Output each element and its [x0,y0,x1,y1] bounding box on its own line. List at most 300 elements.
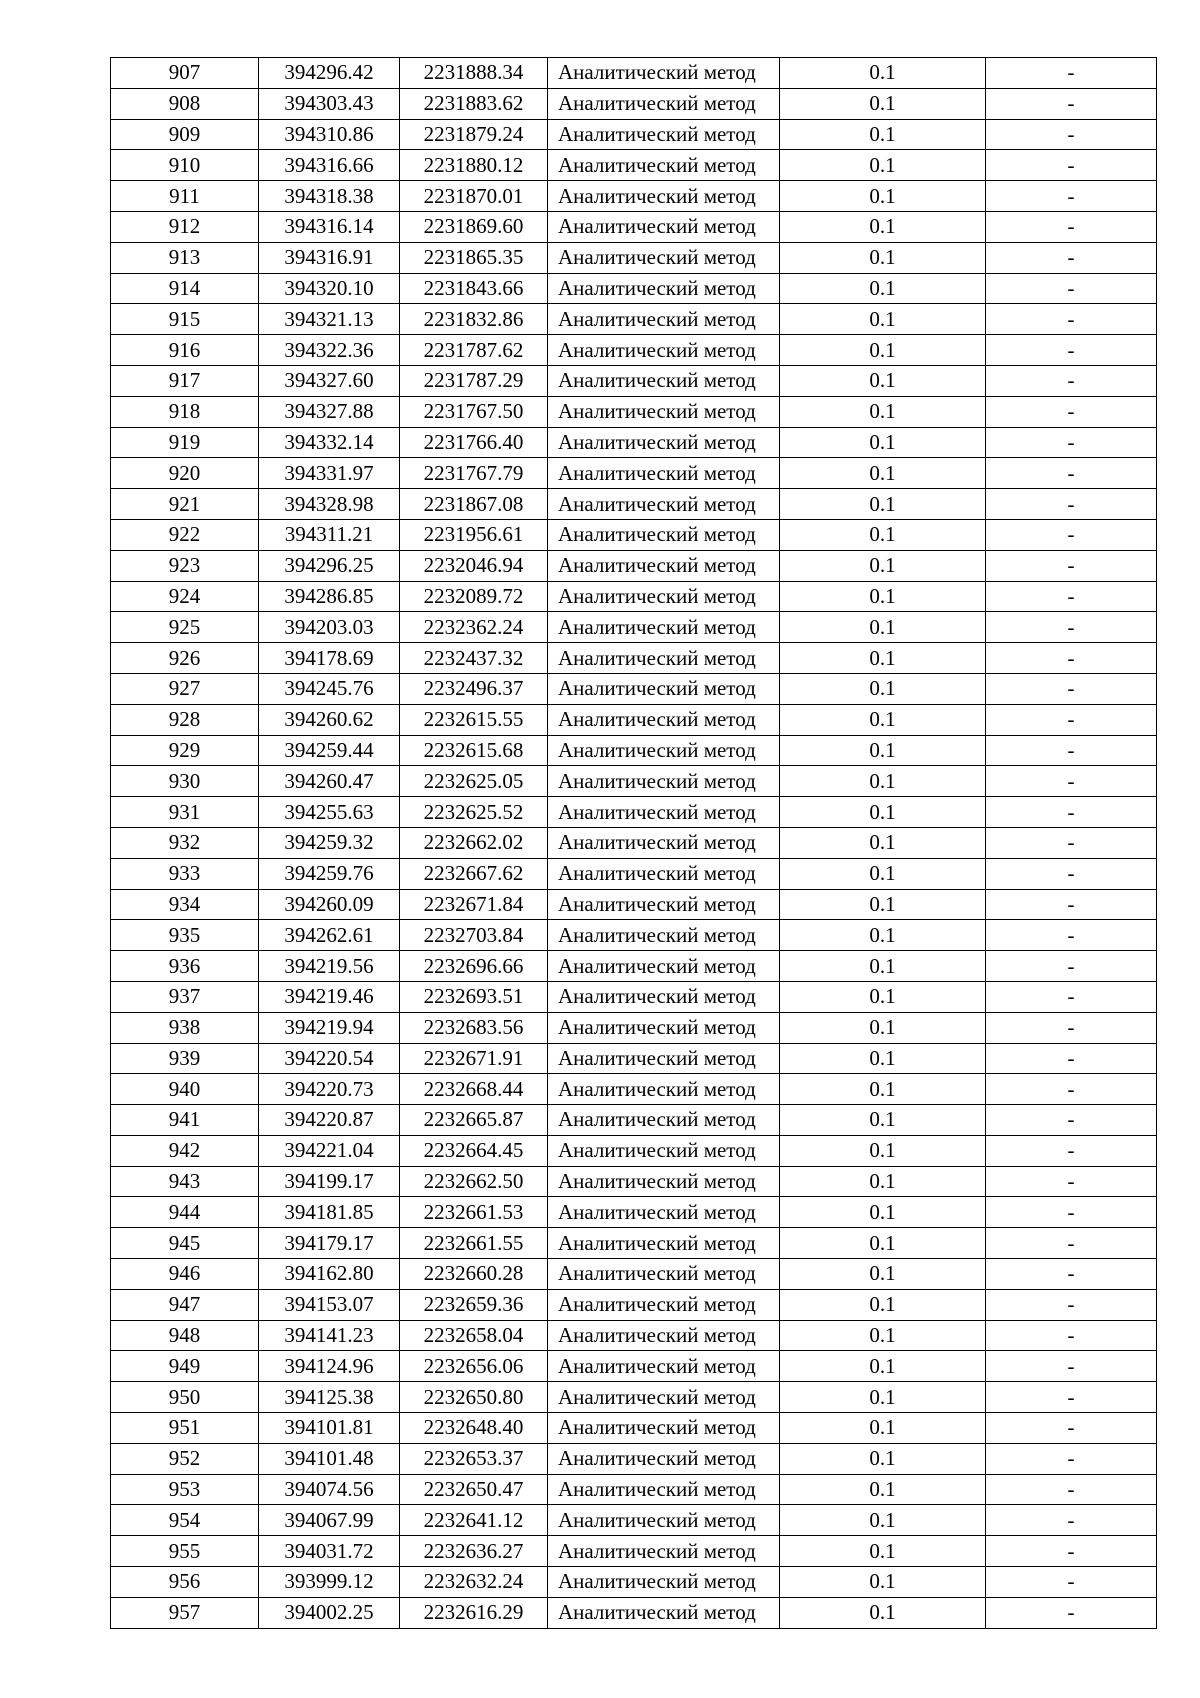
accuracy-cell: 0.1 [780,1474,986,1505]
x-coordinate-cell: 394153.07 [259,1289,400,1320]
method-cell: Аналитический метод [548,1505,780,1536]
method-cell: Аналитический метод [548,458,780,489]
y-coordinate-cell: 2232650.80 [400,1382,548,1413]
y-coordinate-cell: 2232625.05 [400,766,548,797]
y-coordinate-cell: 2231767.50 [400,396,548,427]
accuracy-cell: 0.1 [780,365,986,396]
point-number-cell: 948 [111,1320,259,1351]
x-coordinate-cell: 394259.44 [259,735,400,766]
x-coordinate-cell: 394327.60 [259,365,400,396]
table-row [111,1074,1157,1105]
method-cell: Аналитический метод [548,1443,780,1474]
y-coordinate-cell: 2232659.36 [400,1289,548,1320]
x-coordinate-cell: 394262.61 [259,920,400,951]
accuracy-cell: 0.1 [780,211,986,242]
note-cell: - [986,797,1157,828]
note-cell: - [986,119,1157,150]
x-coordinate-cell: 394259.32 [259,827,400,858]
table-row [111,211,1157,242]
method-cell: Аналитический метод [548,704,780,735]
point-number-cell: 923 [111,550,259,581]
note-cell: - [986,858,1157,889]
note-cell: - [986,1289,1157,1320]
table-row [111,1351,1157,1382]
y-coordinate-cell: 2232616.29 [400,1597,548,1628]
x-coordinate-cell: 394074.56 [259,1474,400,1505]
accuracy-cell: 0.1 [780,1289,986,1320]
table-row [111,1536,1157,1567]
method-cell: Аналитический метод [548,1567,780,1598]
table-row [111,1043,1157,1074]
table-row [111,1197,1157,1228]
y-coordinate-cell: 2232665.87 [400,1105,548,1136]
y-coordinate-cell: 2232703.84 [400,920,548,951]
x-coordinate-cell: 394101.48 [259,1443,400,1474]
accuracy-cell: 0.1 [780,181,986,212]
table-row [111,335,1157,366]
method-cell: Аналитический метод [548,951,780,982]
table-row [111,242,1157,273]
accuracy-cell: 0.1 [780,1012,986,1043]
accuracy-cell: 0.1 [780,58,986,89]
method-cell: Аналитический метод [548,550,780,581]
y-coordinate-cell: 2232625.52 [400,797,548,828]
x-coordinate-cell: 394219.94 [259,1012,400,1043]
note-cell: - [986,181,1157,212]
accuracy-cell: 0.1 [780,396,986,427]
note-cell: - [986,704,1157,735]
point-number-cell: 925 [111,612,259,643]
method-cell: Аналитический метод [548,396,780,427]
note-cell: - [986,335,1157,366]
y-coordinate-cell: 2232662.50 [400,1166,548,1197]
note-cell: - [986,1536,1157,1567]
point-number-cell: 940 [111,1074,259,1105]
note-cell: - [986,427,1157,458]
point-number-cell: 955 [111,1536,259,1567]
note-cell: - [986,1228,1157,1259]
y-coordinate-cell: 2231787.62 [400,335,548,366]
table-row [111,1505,1157,1536]
point-number-cell: 916 [111,335,259,366]
table-row [111,1289,1157,1320]
y-coordinate-cell: 2232664.45 [400,1135,548,1166]
x-coordinate-cell: 394286.85 [259,581,400,612]
accuracy-cell: 0.1 [780,1197,986,1228]
note-cell: - [986,1597,1157,1628]
table-row [111,704,1157,735]
y-coordinate-cell: 2232496.37 [400,673,548,704]
point-number-cell: 957 [111,1597,259,1628]
note-cell: - [986,1474,1157,1505]
method-cell: Аналитический метод [548,827,780,858]
y-coordinate-cell: 2232615.68 [400,735,548,766]
x-coordinate-cell: 394331.97 [259,458,400,489]
method-cell: Аналитический метод [548,1105,780,1136]
note-cell: - [986,1567,1157,1598]
method-cell: Аналитический метод [548,150,780,181]
note-cell: - [986,673,1157,704]
x-coordinate-cell: 394141.23 [259,1320,400,1351]
x-coordinate-cell: 394303.43 [259,88,400,119]
x-coordinate-cell: 394199.17 [259,1166,400,1197]
table-row [111,550,1157,581]
table-row [111,1320,1157,1351]
x-coordinate-cell: 394220.54 [259,1043,400,1074]
x-coordinate-cell: 394327.88 [259,396,400,427]
y-coordinate-cell: 2232662.02 [400,827,548,858]
point-number-cell: 932 [111,827,259,858]
accuracy-cell: 0.1 [780,458,986,489]
table-row [111,396,1157,427]
note-cell: - [986,827,1157,858]
y-coordinate-cell: 2232683.56 [400,1012,548,1043]
point-number-cell: 919 [111,427,259,458]
point-number-cell: 911 [111,181,259,212]
note-cell: - [986,1166,1157,1197]
table-row [111,1135,1157,1166]
accuracy-cell: 0.1 [780,1135,986,1166]
note-cell: - [986,1043,1157,1074]
method-cell: Аналитический метод [548,797,780,828]
accuracy-cell: 0.1 [780,581,986,612]
point-number-cell: 949 [111,1351,259,1382]
table-row [111,458,1157,489]
y-coordinate-cell: 2231867.08 [400,489,548,520]
x-coordinate-cell: 394220.87 [259,1105,400,1136]
x-coordinate-cell: 394162.80 [259,1259,400,1290]
point-number-cell: 927 [111,673,259,704]
note-cell: - [986,1382,1157,1413]
table-row [111,981,1157,1012]
table-row [111,766,1157,797]
table-row [111,1382,1157,1413]
table-row [111,150,1157,181]
note-cell: - [986,735,1157,766]
method-cell: Аналитический метод [548,1043,780,1074]
method-cell: Аналитический метод [548,1197,780,1228]
y-coordinate-cell: 2232671.91 [400,1043,548,1074]
table-row [111,735,1157,766]
x-coordinate-cell: 394031.72 [259,1536,400,1567]
method-cell: Аналитический метод [548,1536,780,1567]
method-cell: Аналитический метод [548,581,780,612]
note-cell: - [986,1135,1157,1166]
note-cell: - [986,1012,1157,1043]
table-row [111,489,1157,520]
method-cell: Аналитический метод [548,1012,780,1043]
accuracy-cell: 0.1 [780,1043,986,1074]
point-number-cell: 939 [111,1043,259,1074]
table-row [111,1228,1157,1259]
accuracy-cell: 0.1 [780,797,986,828]
y-coordinate-cell: 2232615.55 [400,704,548,735]
note-cell: - [986,365,1157,396]
x-coordinate-cell: 394221.04 [259,1135,400,1166]
table-row [111,304,1157,335]
note-cell: - [986,951,1157,982]
note-cell: - [986,1105,1157,1136]
method-cell: Аналитический метод [548,1320,780,1351]
accuracy-cell: 0.1 [780,242,986,273]
table-row [111,181,1157,212]
point-number-cell: 909 [111,119,259,150]
point-number-cell: 908 [111,88,259,119]
x-coordinate-cell: 394310.86 [259,119,400,150]
y-coordinate-cell: 2232089.72 [400,581,548,612]
method-cell: Аналитический метод [548,489,780,520]
accuracy-cell: 0.1 [780,920,986,951]
method-cell: Аналитический метод [548,119,780,150]
x-coordinate-cell: 394260.47 [259,766,400,797]
method-cell: Аналитический метод [548,88,780,119]
accuracy-cell: 0.1 [780,1105,986,1136]
method-cell: Аналитический метод [548,365,780,396]
x-coordinate-cell: 394178.69 [259,643,400,674]
method-cell: Аналитический метод [548,735,780,766]
method-cell: Аналитический метод [548,1228,780,1259]
table-row [111,88,1157,119]
table-row [111,1413,1157,1444]
note-cell: - [986,1197,1157,1228]
x-coordinate-cell: 394002.25 [259,1597,400,1628]
x-coordinate-cell: 394255.63 [259,797,400,828]
point-number-cell: 953 [111,1474,259,1505]
note-cell: - [986,1074,1157,1105]
table-row [111,1443,1157,1474]
note-cell: - [986,458,1157,489]
method-cell: Аналитический метод [548,1351,780,1382]
y-coordinate-cell: 2231870.01 [400,181,548,212]
accuracy-cell: 0.1 [780,1259,986,1290]
point-number-cell: 943 [111,1166,259,1197]
y-coordinate-cell: 2231888.34 [400,58,548,89]
accuracy-cell: 0.1 [780,673,986,704]
note-cell: - [986,550,1157,581]
accuracy-cell: 0.1 [780,427,986,458]
note-cell: - [986,612,1157,643]
x-coordinate-cell: 394311.21 [259,519,400,550]
x-coordinate-cell: 394219.46 [259,981,400,1012]
accuracy-cell: 0.1 [780,766,986,797]
note-cell: - [986,242,1157,273]
point-number-cell: 950 [111,1382,259,1413]
method-cell: Аналитический метод [548,643,780,674]
accuracy-cell: 0.1 [780,150,986,181]
x-coordinate-cell: 394316.91 [259,242,400,273]
x-coordinate-cell: 394101.81 [259,1413,400,1444]
x-coordinate-cell: 394179.17 [259,1228,400,1259]
table-row [111,581,1157,612]
table-row [111,519,1157,550]
table-row [111,365,1157,396]
point-number-cell: 917 [111,365,259,396]
y-coordinate-cell: 2232636.27 [400,1536,548,1567]
table-row [111,1105,1157,1136]
accuracy-cell: 0.1 [780,951,986,982]
y-coordinate-cell: 2232656.06 [400,1351,548,1382]
accuracy-cell: 0.1 [780,88,986,119]
x-coordinate-cell: 394328.98 [259,489,400,520]
point-number-cell: 928 [111,704,259,735]
note-cell: - [986,643,1157,674]
table-row [111,273,1157,304]
note-cell: - [986,58,1157,89]
y-coordinate-cell: 2232661.53 [400,1197,548,1228]
accuracy-cell: 0.1 [780,1166,986,1197]
y-coordinate-cell: 2231865.35 [400,242,548,273]
point-number-cell: 952 [111,1443,259,1474]
method-cell: Аналитический метод [548,1135,780,1166]
method-cell: Аналитический метод [548,242,780,273]
point-number-cell: 913 [111,242,259,273]
note-cell: - [986,581,1157,612]
x-coordinate-cell: 394296.25 [259,550,400,581]
y-coordinate-cell: 2231767.79 [400,458,548,489]
x-coordinate-cell: 394219.56 [259,951,400,982]
table-row [111,1166,1157,1197]
x-coordinate-cell: 394124.96 [259,1351,400,1382]
table-row [111,673,1157,704]
method-cell: Аналитический метод [548,1413,780,1444]
y-coordinate-cell: 2232658.04 [400,1320,548,1351]
y-coordinate-cell: 2232661.55 [400,1228,548,1259]
note-cell: - [986,766,1157,797]
point-number-cell: 954 [111,1505,259,1536]
y-coordinate-cell: 2232362.24 [400,612,548,643]
accuracy-cell: 0.1 [780,643,986,674]
y-coordinate-cell: 2231766.40 [400,427,548,458]
point-number-cell: 907 [111,58,259,89]
point-number-cell: 926 [111,643,259,674]
point-number-cell: 912 [111,211,259,242]
x-coordinate-cell: 394220.73 [259,1074,400,1105]
point-number-cell: 951 [111,1413,259,1444]
accuracy-cell: 0.1 [780,1443,986,1474]
method-cell: Аналитический метод [548,1382,780,1413]
point-number-cell: 933 [111,858,259,889]
note-cell: - [986,920,1157,951]
accuracy-cell: 0.1 [780,612,986,643]
x-coordinate-cell: 394316.66 [259,150,400,181]
accuracy-cell: 0.1 [780,1351,986,1382]
method-cell: Аналитический метод [548,211,780,242]
point-number-cell: 937 [111,981,259,1012]
accuracy-cell: 0.1 [780,1382,986,1413]
note-cell: - [986,1505,1157,1536]
method-cell: Аналитический метод [548,612,780,643]
accuracy-cell: 0.1 [780,489,986,520]
method-cell: Аналитический метод [548,1259,780,1290]
point-number-cell: 942 [111,1135,259,1166]
table-row [111,1259,1157,1290]
point-number-cell: 935 [111,920,259,951]
y-coordinate-cell: 2231880.12 [400,150,548,181]
accuracy-cell: 0.1 [780,1413,986,1444]
point-number-cell: 910 [111,150,259,181]
y-coordinate-cell: 2232437.32 [400,643,548,674]
method-cell: Аналитический метод [548,858,780,889]
accuracy-cell: 0.1 [780,1597,986,1628]
y-coordinate-cell: 2232671.84 [400,889,548,920]
method-cell: Аналитический метод [548,304,780,335]
y-coordinate-cell: 2232641.12 [400,1505,548,1536]
note-cell: - [986,1443,1157,1474]
accuracy-cell: 0.1 [780,889,986,920]
accuracy-cell: 0.1 [780,981,986,1012]
accuracy-cell: 0.1 [780,704,986,735]
point-number-cell: 938 [111,1012,259,1043]
point-number-cell: 920 [111,458,259,489]
table-row [111,427,1157,458]
point-number-cell: 944 [111,1197,259,1228]
note-cell: - [986,396,1157,427]
method-cell: Аналитический метод [548,1074,780,1105]
accuracy-cell: 0.1 [780,1320,986,1351]
point-number-cell: 918 [111,396,259,427]
y-coordinate-cell: 2232046.94 [400,550,548,581]
x-coordinate-cell: 394067.99 [259,1505,400,1536]
note-cell: - [986,981,1157,1012]
method-cell: Аналитический метод [548,920,780,951]
table-row [111,1474,1157,1505]
accuracy-cell: 0.1 [780,1228,986,1259]
x-coordinate-cell: 394181.85 [259,1197,400,1228]
x-coordinate-cell: 394322.36 [259,335,400,366]
point-number-cell: 941 [111,1105,259,1136]
accuracy-cell: 0.1 [780,735,986,766]
method-cell: Аналитический метод [548,427,780,458]
point-number-cell: 934 [111,889,259,920]
point-number-cell: 947 [111,1289,259,1320]
method-cell: Аналитический метод [548,1474,780,1505]
table-body [111,58,1157,1629]
method-cell: Аналитический метод [548,1597,780,1628]
accuracy-cell: 0.1 [780,1074,986,1105]
point-number-cell: 922 [111,519,259,550]
point-number-cell: 924 [111,581,259,612]
note-cell: - [986,88,1157,119]
y-coordinate-cell: 2232653.37 [400,1443,548,1474]
accuracy-cell: 0.1 [780,1567,986,1598]
method-cell: Аналитический метод [548,673,780,704]
method-cell: Аналитический метод [548,889,780,920]
y-coordinate-cell: 2232668.44 [400,1074,548,1105]
note-cell: - [986,519,1157,550]
point-number-cell: 945 [111,1228,259,1259]
x-coordinate-cell: 394260.09 [259,889,400,920]
accuracy-cell: 0.1 [780,519,986,550]
x-coordinate-cell: 394332.14 [259,427,400,458]
y-coordinate-cell: 2232660.28 [400,1259,548,1290]
method-cell: Аналитический метод [548,1289,780,1320]
y-coordinate-cell: 2231883.62 [400,88,548,119]
point-number-cell: 936 [111,951,259,982]
method-cell: Аналитический метод [548,766,780,797]
y-coordinate-cell: 2231787.29 [400,365,548,396]
method-cell: Аналитический метод [548,981,780,1012]
y-coordinate-cell: 2231869.60 [400,211,548,242]
y-coordinate-cell: 2232696.66 [400,951,548,982]
point-number-cell: 915 [111,304,259,335]
y-coordinate-cell: 2232667.62 [400,858,548,889]
x-coordinate-cell: 394125.38 [259,1382,400,1413]
note-cell: - [986,1413,1157,1444]
accuracy-cell: 0.1 [780,1505,986,1536]
table-row [111,58,1157,89]
y-coordinate-cell: 2232650.47 [400,1474,548,1505]
accuracy-cell: 0.1 [780,273,986,304]
